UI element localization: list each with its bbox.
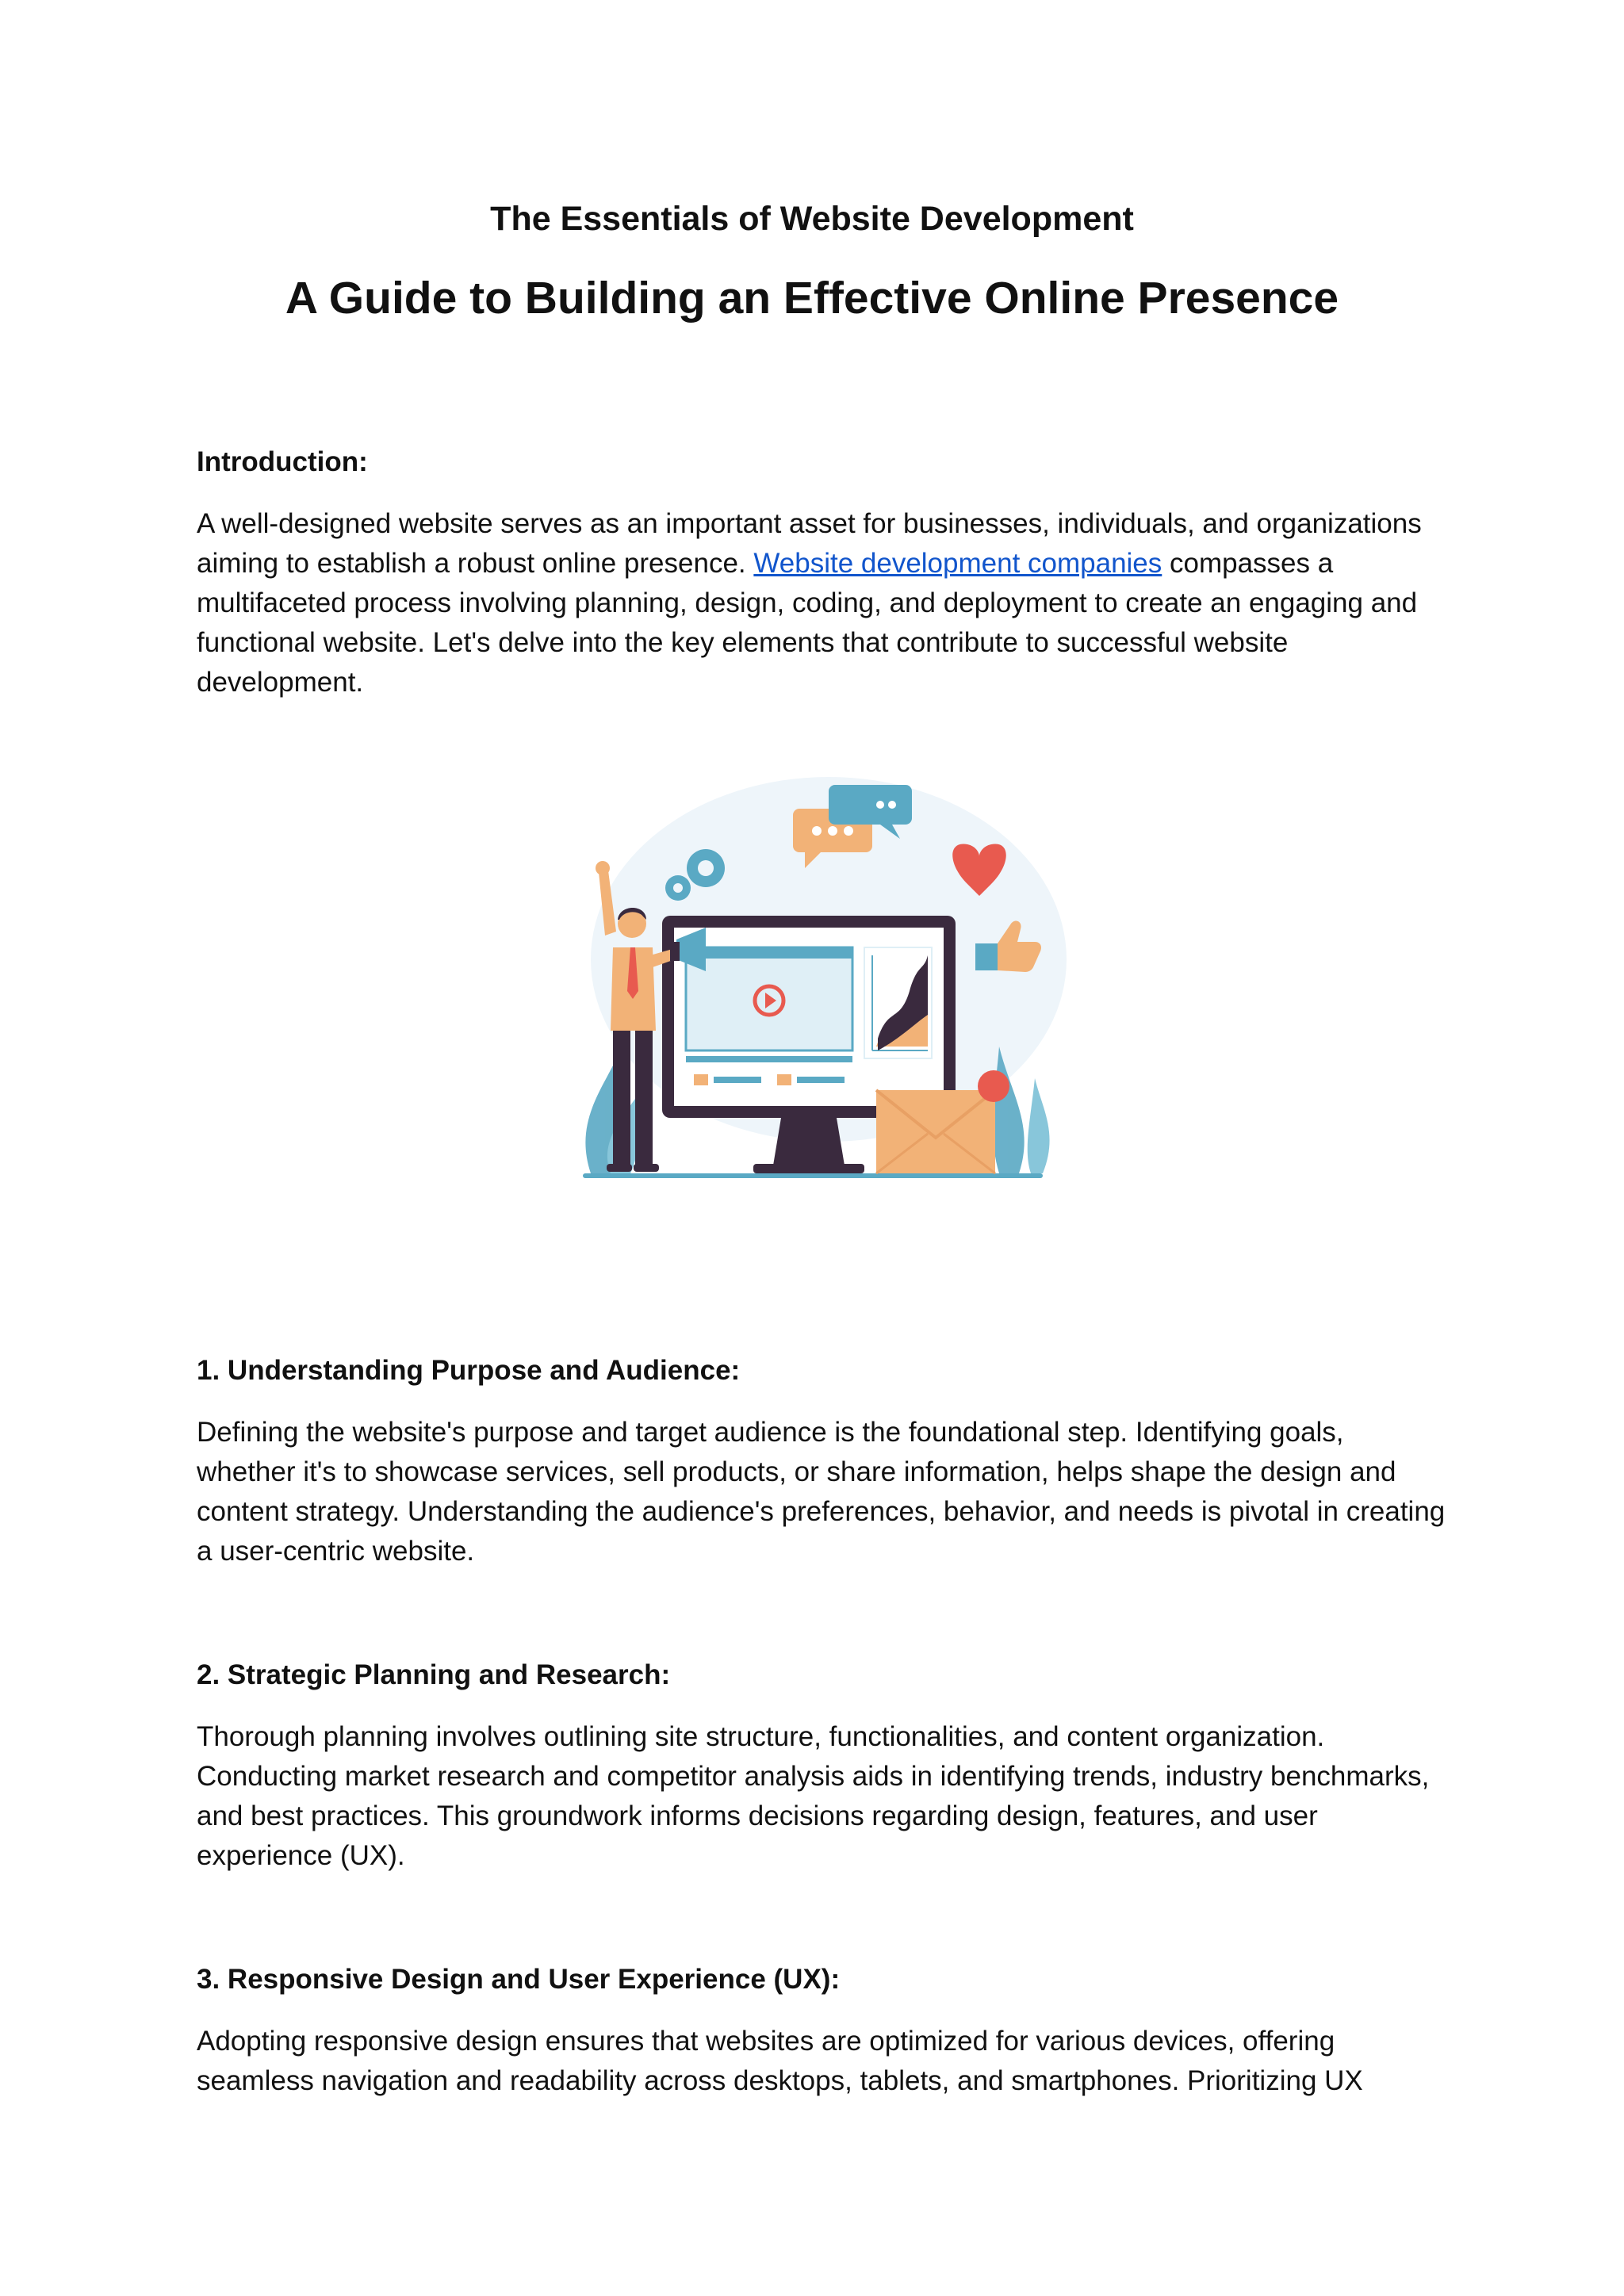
ground-line xyxy=(583,1173,1043,1178)
section-1 xyxy=(197,1351,1450,1571)
introduction-paragraph xyxy=(197,504,1450,702)
notification-dot-icon xyxy=(978,1070,1009,1102)
section-1-heading: 1. Understanding Purpose and Audience: xyxy=(197,1355,741,1386)
website-development-companies-link[interactable]: Website development companies xyxy=(753,548,1162,579)
section-3 xyxy=(197,1960,1450,2101)
section-3-paragraph: Adopting responsive design ensures that websites are optimized for various devices, offering seamless navigation and readability across desktops, tablets, and smartphones. Prioritizing UX xyxy=(197,2026,1363,2096)
left-plant-icon xyxy=(585,1062,638,1173)
document-title: The Essentials of Website Development xyxy=(490,200,1134,238)
document-subtitle: A Guide to Building an Effective Online Presence xyxy=(285,273,1339,323)
introduction-section xyxy=(197,442,1450,702)
section-2 xyxy=(197,1655,1450,1876)
section-2-paragraph: Thorough planning involves outlining site structure, functionalities, and content organization. Conducting market research and competitor analysis aids in identifying trends, industry benchmarks, and best practices. This groundwork informs decisions regarding design, features, and user experience (UX). xyxy=(197,1721,1430,1871)
section-2-heading: 2. Strategic Planning and Research: xyxy=(197,1659,671,1690)
website-development-illustration xyxy=(567,777,1074,1205)
intro-text-before-link: A well-designed website serves as an important asset for businesses, individuals, and organizations aiming to establish a robust online presence. xyxy=(197,508,1422,579)
envelope-icon xyxy=(876,1090,995,1173)
intro-text-after-link: compasses a multifaceted process involving planning, design, coding, and deployment to create an engaging and functional website. Let's delve into the key elements that contribute to successful website development. xyxy=(197,548,1418,698)
section-3-heading: 3. Responsive Design and User Experience (UX): xyxy=(197,1964,841,1995)
introduction-heading: Introduction: xyxy=(197,446,368,477)
section-1-paragraph: Defining the website's purpose and target audience is the foundational step. Identifying goals, whether it's to showcase services, sell products, or share information, helps shape the design and content strategy. Understanding the audience's preferences, behavior, and needs is pivotal in creating a user-centric website. xyxy=(197,1417,1446,1567)
